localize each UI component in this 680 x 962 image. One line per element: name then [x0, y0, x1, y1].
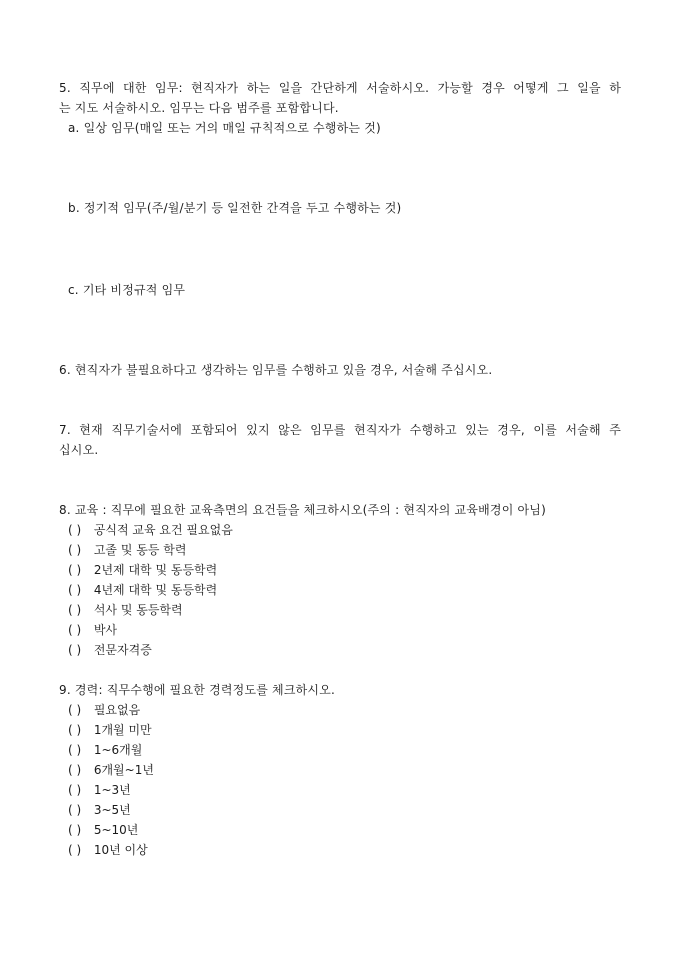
option-label: 10년 이상: [93, 843, 148, 857]
checkbox-parentheses[interactable]: ( ): [68, 543, 82, 557]
q9-option[interactable]: [68, 822, 138, 838]
q9-option[interactable]: [68, 842, 148, 858]
q6-line-1: 6. 현직자가 불필요하다고 생각하는 임무를 수행하고 있을 경우, 서술해 주십시오.: [59, 363, 493, 377]
q7-line-1: 7. 현재 직무기술서에 포함되어 있지 않은 임무를 현직자가 수행하고 있는 경우, 이를 서술해 주: [59, 423, 621, 437]
q9-title: 9. 경력: 직무수행에 필요한 경력정도를 체크하시오.: [59, 683, 336, 697]
option-label: 1개월 미만: [93, 723, 152, 737]
q9-option[interactable]: [68, 802, 131, 818]
checkbox-parentheses[interactable]: ( ): [68, 723, 82, 737]
q5-item-c: c. 기타 비정규적 임무: [68, 283, 186, 297]
option-label: 6개월~1년: [93, 763, 154, 777]
checkbox-parentheses[interactable]: ( ): [68, 763, 82, 777]
option-label: 1~3년: [93, 783, 131, 797]
q8-option[interactable]: [68, 602, 183, 618]
q5-line-1: 5. 직무에 대한 임무: 현직자가 하는 일을 간단하게 서술하시오. 가능할 경우 어떻게 그 일을 하: [59, 81, 621, 95]
checkbox-parentheses[interactable]: ( ): [68, 583, 82, 597]
option-label: 5~10년: [93, 823, 139, 837]
option-label: 2년제 대학 및 동등학력: [93, 563, 218, 577]
q9-option[interactable]: [68, 782, 131, 798]
checkbox-parentheses[interactable]: ( ): [68, 523, 82, 537]
checkbox-parentheses[interactable]: ( ): [68, 743, 82, 757]
q8-option[interactable]: [68, 522, 233, 538]
q9-option[interactable]: [68, 722, 152, 738]
option-label: 공식적 교육 요건 필요없음: [93, 523, 233, 537]
q7-line-2: 십시오.: [59, 443, 99, 457]
checkbox-parentheses[interactable]: ( ): [68, 803, 82, 817]
q8-title: 8. 교육 : 직무에 필요한 교육측면의 요건들을 체크하시오(주의 : 현직자의 교육배경이 아님): [59, 503, 546, 517]
checkbox-parentheses[interactable]: ( ): [68, 643, 82, 657]
q8-option[interactable]: [68, 622, 117, 638]
option-label: 고졸 및 동등 학력: [93, 543, 187, 557]
option-label: 4년제 대학 및 동등학력: [93, 583, 218, 597]
q9-option[interactable]: [68, 702, 140, 718]
q5-item-a: a. 일상 임무(매일 또는 거의 매일 규칙적으로 수행하는 것): [68, 121, 381, 135]
q9-option[interactable]: [68, 762, 154, 778]
option-label: 석사 및 동등학력: [93, 603, 183, 617]
option-label: 1~6개월: [93, 743, 143, 757]
checkbox-parentheses[interactable]: ( ): [68, 703, 82, 717]
q5-item-b: b. 정기적 임무(주/월/분기 등 일전한 간격을 두고 수행하는 것): [68, 201, 402, 215]
checkbox-parentheses[interactable]: ( ): [68, 843, 82, 857]
option-label: 3~5년: [93, 803, 131, 817]
checkbox-parentheses[interactable]: ( ): [68, 823, 82, 837]
q8-option[interactable]: [68, 562, 217, 578]
option-label: 박사: [93, 623, 118, 637]
q5-line-2: 는 지도 서술하시오. 임무는 다음 범주를 포함합니다.: [59, 101, 339, 115]
q8-option[interactable]: [68, 582, 217, 598]
q9-option[interactable]: [68, 742, 142, 758]
checkbox-parentheses[interactable]: ( ): [68, 623, 82, 637]
checkbox-parentheses[interactable]: ( ): [68, 783, 82, 797]
option-label: 전문자격증: [93, 643, 152, 657]
q8-option[interactable]: [68, 642, 152, 658]
checkbox-parentheses[interactable]: ( ): [68, 563, 82, 577]
option-label: 필요없음: [93, 703, 141, 717]
q8-option[interactable]: [68, 542, 186, 558]
checkbox-parentheses[interactable]: ( ): [68, 603, 82, 617]
